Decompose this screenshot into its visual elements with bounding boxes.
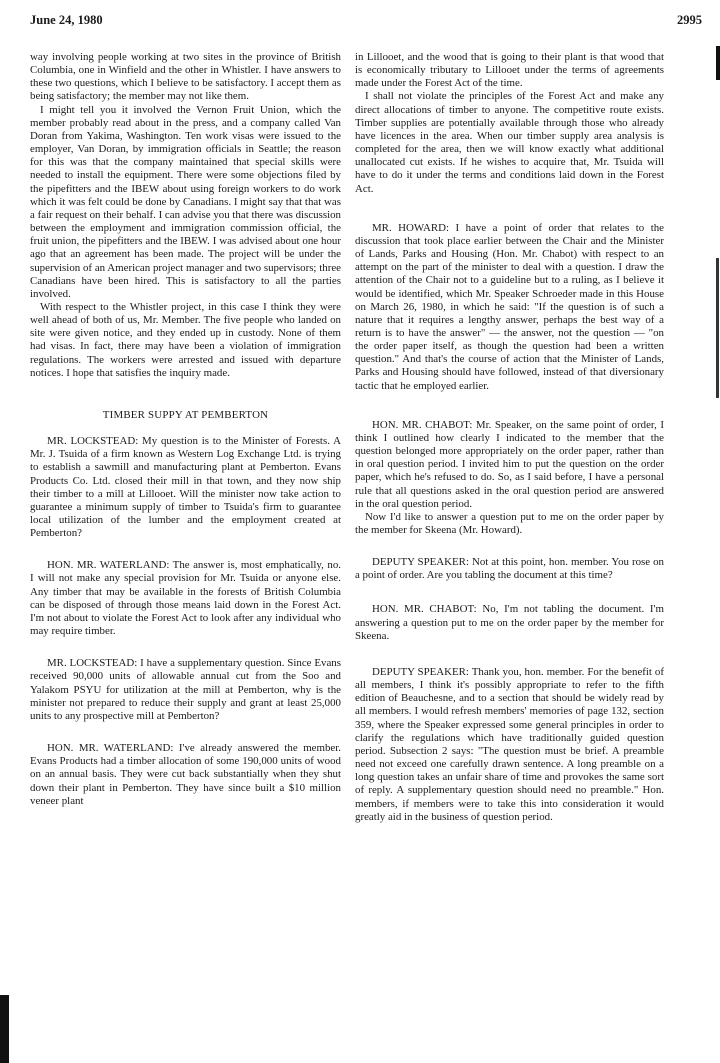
header-page-number: 2995 [677, 13, 702, 27]
scan-edge-mark [716, 258, 719, 398]
paragraph: Now I'd like to answer a question put to me on the order paper by the member for Skeena (Mr. Howard). [355, 510, 664, 536]
speech-paragraph: DEPUTY SPEAKER: Not at this point, hon. member. You rose on a point of order. Are you tabling the document at this time? [355, 556, 664, 582]
paragraph: in Lillooet, and the wood that is going to their plant is that wood that is economically tributary to Lillooet under the terms of agreements made under the Forest Act of the time. [355, 51, 664, 90]
speech-paragraph: MR. HOWARD: I have a point of order that relates to the discussion that took place earlier between the Chair and the Minister of Lands, Parks and Housing (Hon. Mr. Chabot) with respect to an attempt on the part of the minister to deal with a question. I draw the attention of the Chair not to a guideline but to a ruling, as I believe it would be identified, which Mr. Speaker Schroeder made in this House on March 26, 1980, in which he said: "If the question is of such a nature that it requires a lengthy answer, perhaps the best way of a return is to have the answer" — the answer, not the question — "on the order paper itself, as though the question had been a written question." And that's the course of action that the Minister of Lands, Parks and Housing should have followed, instead of that diversionary tactic that he employed earlier. [355, 221, 664, 392]
scan-edge-mark [0, 995, 9, 1063]
paragraph: With respect to the Whistler project, in this case I think they were well ahead of both of us, Mr. Member. The five people who landed on site were given notice, and they ended up in custody. None of them had visas. In fact, there may have been a violation of immigration regulations. The workers were arrested and issued with departure notices. I hope that satisfies the inquiry made. [30, 300, 341, 379]
speech-paragraph: HON. MR. WATERLAND: I've already answered the member. Evans Products had a timber allocation of some 190,000 units of wood on an annual basis. They were cut back substantially when they shut down their plant in Pemberton. They have since built a $10 million veneer plant [30, 742, 341, 807]
speech-paragraph: HON. MR. CHABOT: No, I'm not tabling the document. I'm answering a question put to me on the order paper by the member for Skeena. [355, 603, 664, 642]
speech-paragraph: DEPUTY SPEAKER: Thank you, hon. member. For the benefit of all members, I think it's possibly appropriate to refer to the fifth edition of Beauchesne, and to a section that should be widely read by all members. I would refresh members' memories of page 132, section 359, where the Speaker expressed some general principles in order to clarify the regulations which have traditionally guided question period. Subsection 2 says: "The question must be brief. A preamble need not exceed one carefully drawn sentence. A long preamble on a long question takes an unfair share of time and provokes the same sort of reply. A supplementary question should need no preamble." Hon. members, if members were to take this into consideration it would greatly aid in the business of question period. [355, 665, 664, 823]
section-heading: TIMBER SUPPY AT PEMBERTON [102, 408, 269, 421]
right-column [355, 51, 664, 824]
paragraph: I shall not violate the principles of the Forest Act and make any direct allocations of timber to anyone. The competitive route exists. Timber supplies are potentially available through those who already have licences in the area. When our timber supply area analysis is completed for the area, then we will know exactly what additional unallocated cut exists. If he wishes to acquire that, Mr. Tsuida will have to do it under the terms and conditions laid down in the Forest Act. [355, 90, 664, 195]
paragraph: I might tell you it involved the Vernon Fruit Union, which the member probably read about in the press, and a company called Van Doran from Yakima, Washington. Ten work visas were issued to the employer, Van Doran, by immigration officials in Seattle; the reason for this was that the company maintained that special skills were needed to install the equipment. There were some objections filed by the pipefitters and the IBEW about using foreign workers to do work which it was felt could be done by Canadians. I might say that that was a fair request on their behalf. I can advise you that there was discussion between the employment and immigration commission official, the fruit union, the pipefitters and the IBEW. I was advised about one hour ago that an agreement has been made. The project will be under the supervision of an American project manager and two supervisors; three Canadians have been hired. This is satisfactory to all the parties involved. [30, 103, 341, 300]
speech-paragraph: MR. LOCKSTEAD: My question is to the Minister of Forests. A Mr. J. Tsuida of a firm known as Western Log Exchange Ltd. is trying to establish a sawmill and manufacturing plant at Pemberton. Evans Products Co. Ltd. closed their mill in that town, and they now ship their timber to a mill at Lillooet. Will the minister now take action to guarantee a minimum supply of timber to Tsuida's firm to guarantee local utilization of the lumber and the employment created at Pemberton? [30, 435, 341, 540]
speech-paragraph: HON. MR. CHABOT: Mr. Speaker, on the same point of order, I think I outlined how clearly I indicated to the member that the question belonged more appropriately on the order paper, rather than in oral question period. I invited him to put the question on the order paper, which he's refused to do. So, as I said before, I have a personal rule that all questions asked in the oral question period are answered in the oral question period. [355, 418, 664, 510]
header-date: June 24, 1980 [30, 13, 103, 27]
scan-edge-mark [716, 46, 720, 80]
paragraph: way involving people working at two sites in the province of British Columbia, one in Winfield and the other in Whistler. I have answers to these two questions, which I believe to be satisfactory. I accept them as being satisfactory; the member may not like them. [30, 51, 341, 103]
speech-paragraph: MR. LOCKSTEAD: I have a supplementary question. Since Evans received 90,000 units of allowable annual cut from the Soo and Yalakom PSYU for utilization at the mill at Pemberton, why is the minister not prepared to reduce their supply and grant at least 25,000 units to any prospective mill at Pemberton? [30, 657, 341, 722]
speech-paragraph: HON. MR. WATERLAND: The answer is, most emphatically, no. I will not make any special provision for Mr. Tsuida or anyone else. Any timber that may be available in the forests of British Columbia can be disposed of through those means laid down in the Forest Act. I'm not about to violate the Forest Act to look after any individual who may require timber. [30, 559, 341, 638]
left-column [30, 51, 341, 808]
